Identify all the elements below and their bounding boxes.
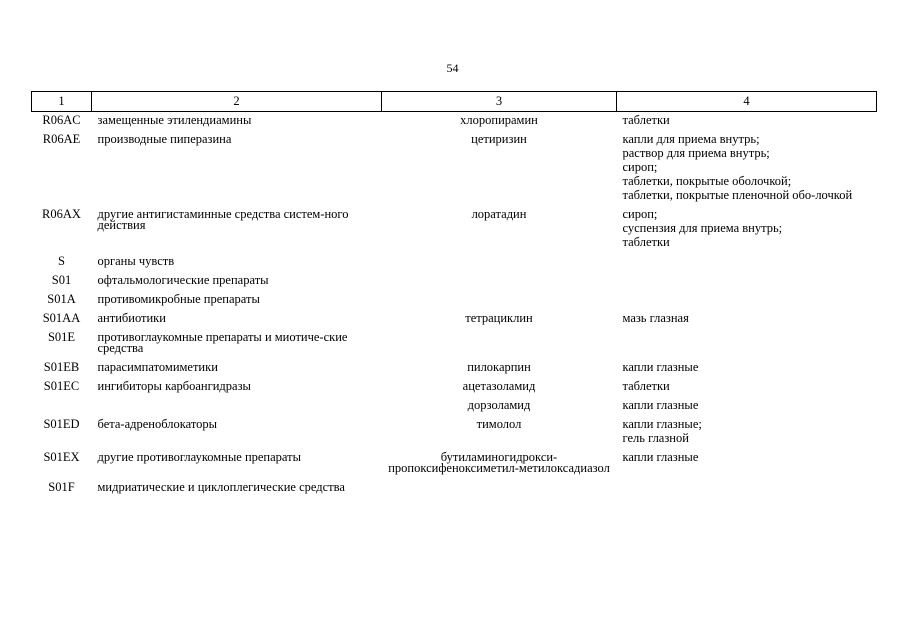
drug-name-cell: дорзоламид [467, 398, 531, 412]
group-name-cell: противоглаукомные препараты и миотиче-ские средства [97, 330, 348, 355]
group-name-cell: противомикробные препараты [97, 292, 260, 306]
drug-name-cell: лоратадин [471, 207, 527, 221]
table-row [32, 397, 877, 416]
atc-code-cell: S01 [51, 273, 72, 287]
group-name-cell: антибиотики [97, 311, 166, 325]
header-row [32, 92, 877, 112]
table-row [32, 253, 877, 272]
drug-name-cell: ацетазоламид [462, 379, 536, 393]
atc-code-cell: S01EB [43, 360, 80, 374]
table-row [32, 416, 877, 449]
atc-code-cell: S01EC [43, 379, 80, 393]
drug-classification-table [31, 91, 877, 498]
dosage-forms-cell [617, 449, 877, 479]
dosage-form: капли для приема внутрь; [622, 132, 760, 146]
drug-name-cell: бутиламиногидрокси-пропоксифеноксиметил-метилоксадиазол [388, 450, 610, 475]
dosage-form: таблетки [622, 379, 670, 393]
dosage-forms-cell [617, 329, 877, 359]
dosage-form: сироп; [622, 160, 658, 174]
dosage-form: раствор для приема внутрь; [622, 146, 770, 160]
column-header-3: 3 [382, 92, 617, 112]
table-row [32, 378, 877, 397]
dosage-forms-cell [617, 253, 877, 272]
group-name-cell: замещенные этилендиамины [97, 113, 252, 127]
column-header-1: 1 [32, 92, 92, 112]
dosage-form: таблетки, покрытые пленочной обо-лочкой [622, 188, 853, 202]
dosage-form: капли глазные [622, 450, 699, 464]
atc-code-cell: R06AX [42, 207, 81, 221]
dosage-form: гель глазной [622, 431, 689, 445]
atc-code-cell: S01E [47, 330, 76, 344]
table-body [32, 112, 877, 499]
atc-code-cell: S01ED [43, 417, 80, 431]
drug-name-cell [382, 291, 617, 310]
column-header-4: 4 [617, 92, 877, 112]
drug-name-cell [382, 253, 617, 272]
table-row [32, 479, 877, 498]
atc-code-cell: S01AA [42, 311, 81, 325]
atc-code-cell: S01F [48, 480, 75, 494]
column-header-2: 2 [92, 92, 382, 112]
table-row [32, 449, 877, 479]
table-row [32, 310, 877, 329]
group-name-cell: другие антигистаминные средства систем-ного действия [97, 207, 349, 232]
group-name-cell: производные пиперазина [97, 132, 232, 146]
dosage-forms-cell [617, 378, 877, 397]
table-row [32, 131, 877, 206]
atc-code-cell: S01EX [43, 450, 80, 464]
dosage-form: капли глазные [622, 360, 699, 374]
atc-code-cell: S01A [47, 292, 76, 306]
dosage-form: капли глазные [622, 398, 699, 412]
group-name-cell: офтальмологические препараты [97, 273, 269, 287]
dosage-forms-cell [617, 397, 877, 416]
dosage-forms-cell [617, 112, 877, 132]
dosage-form: суспензия для приема внутрь; [622, 221, 783, 235]
drug-name-cell: тетрациклин [465, 311, 533, 325]
dosage-forms-cell [617, 272, 877, 291]
drug-name-cell: пилокарпин [467, 360, 531, 374]
table-row [32, 112, 877, 132]
drug-name-cell [382, 272, 617, 291]
group-name-cell: другие противоглаукомные препараты [97, 450, 302, 464]
dosage-forms-cell [617, 206, 877, 253]
dosage-form: таблетки [622, 235, 670, 249]
drug-name-cell [382, 479, 617, 498]
atc-code-cell [32, 397, 92, 416]
dosage-form: капли глазные; [622, 417, 702, 431]
group-name-cell: мидриатические и циклоплегические средства [97, 480, 345, 494]
group-name-cell [92, 397, 382, 416]
table-row [32, 329, 877, 359]
group-name-cell: бета-адреноблокаторы [97, 417, 218, 431]
dosage-forms-cell [617, 310, 877, 329]
dosage-forms-cell [617, 479, 877, 498]
group-name-cell: органы чувств [97, 254, 175, 268]
table-row [32, 291, 877, 310]
page-number: 54 [446, 61, 459, 75]
atc-code-cell: R06AC [42, 113, 81, 127]
drug-name-cell: тимолол [476, 417, 522, 431]
atc-code-cell: S [58, 254, 65, 268]
drug-name-cell: цетиризин [471, 132, 527, 146]
table-row [32, 206, 877, 253]
group-name-cell: парасимпатомиметики [97, 360, 218, 374]
dosage-form: таблетки [622, 113, 670, 127]
dosage-form: таблетки, покрытые оболочкой; [622, 174, 792, 188]
table-row [32, 359, 877, 378]
dosage-forms-cell [617, 291, 877, 310]
dosage-form: сироп; [622, 207, 658, 221]
dosage-form: мазь глазная [622, 311, 689, 325]
dosage-forms-cell [617, 359, 877, 378]
atc-code-cell: R06AE [42, 132, 81, 146]
drug-name-cell: хлоропирамин [460, 113, 538, 127]
group-name-cell: ингибиторы карбоангидразы [97, 379, 251, 393]
table-row [32, 272, 877, 291]
drug-name-cell [382, 329, 617, 359]
dosage-forms-cell [617, 131, 877, 206]
dosage-forms-cell [617, 416, 877, 449]
